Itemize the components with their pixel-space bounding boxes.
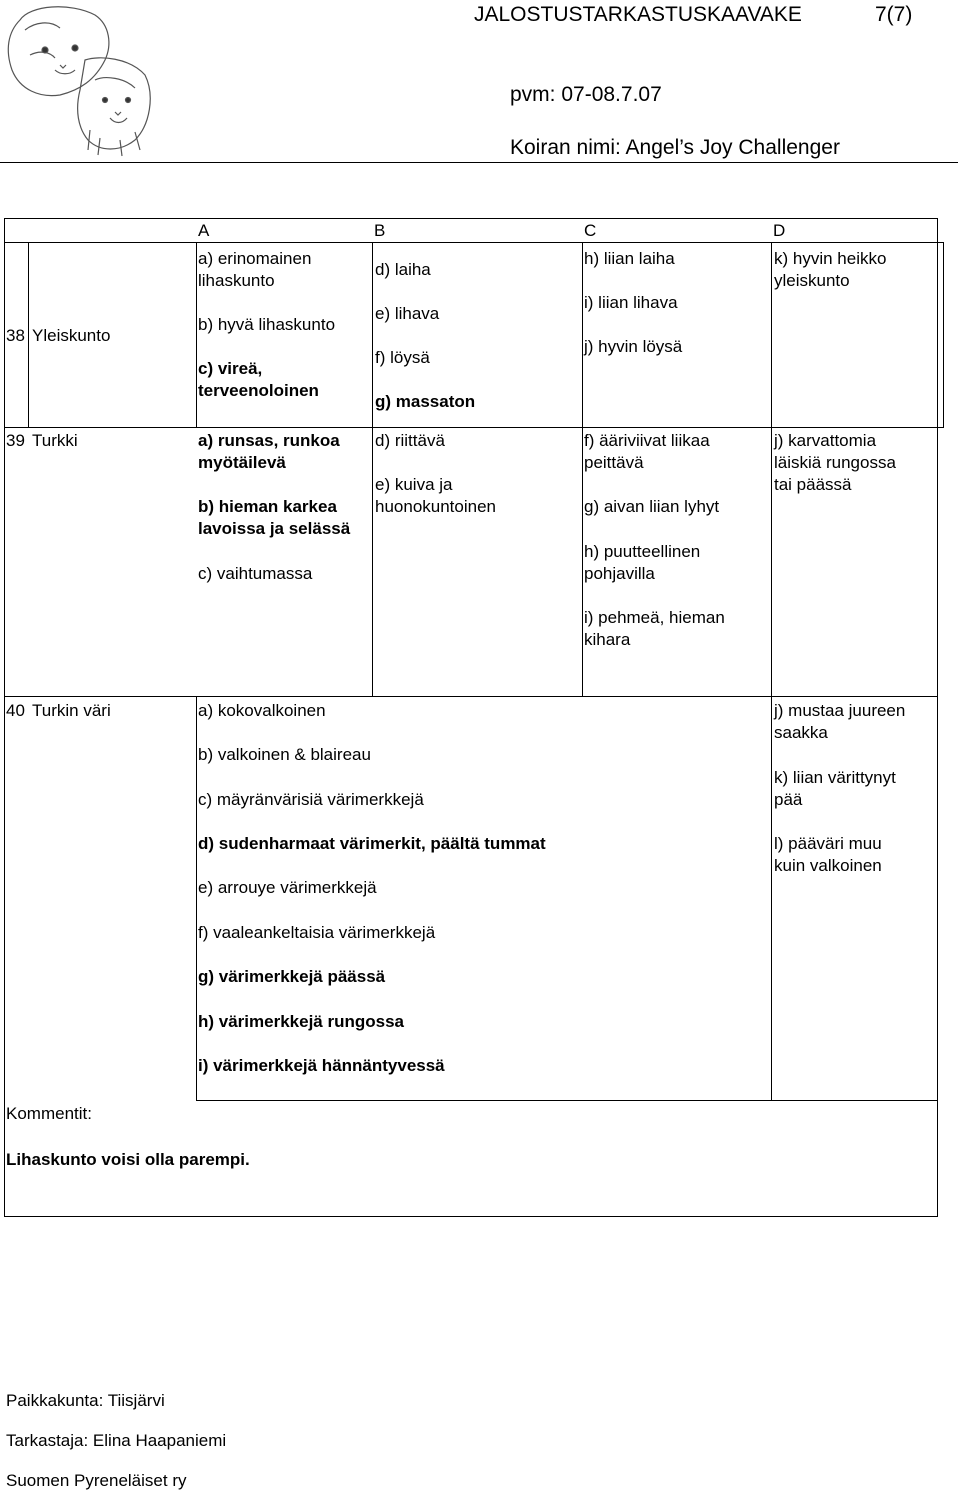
table-right-border bbox=[937, 218, 938, 1217]
row38-right-border bbox=[943, 242, 944, 428]
col-c-divider bbox=[582, 242, 583, 697]
row40-d-line4: pää bbox=[774, 790, 803, 809]
row39-d-line3: tai päässä bbox=[774, 475, 852, 494]
row40-a-line5: e) arrouye värimerkkejä bbox=[198, 878, 377, 897]
row38-number: 38 bbox=[6, 326, 25, 345]
dogs-logo-image bbox=[0, 0, 160, 160]
table-top-border bbox=[4, 218, 938, 219]
row39-number: 39 bbox=[6, 431, 25, 450]
row38-b-line4: g) massaton bbox=[375, 392, 476, 411]
column-header-c: C bbox=[584, 221, 597, 240]
row38-num-divider bbox=[28, 242, 29, 428]
col-d-divider bbox=[771, 242, 772, 1101]
row39-a-line5: c) vaihtumassa bbox=[198, 564, 313, 583]
row40-label: Turkin väri bbox=[32, 701, 111, 720]
table-left-border bbox=[4, 218, 5, 1217]
row39-bottom-border bbox=[4, 696, 938, 697]
row39-c-line4: h) puutteellinen bbox=[584, 542, 701, 561]
row38-a-line3: b) hyvä lihaskunto bbox=[198, 315, 336, 334]
row40-a-line7: g) värimerkkejä päässä bbox=[198, 967, 386, 986]
comments-label: Kommentit: bbox=[6, 1104, 92, 1123]
col-b-divider bbox=[372, 242, 373, 697]
row39-c-line2: peittävä bbox=[584, 453, 644, 472]
row40-a-line3: c) mäyränvärisiä värimerkkejä bbox=[198, 790, 424, 809]
row38-b-line3: f) löysä bbox=[375, 348, 430, 367]
row39-b-line1: d) riittävä bbox=[375, 431, 445, 450]
row39-b-line3: huonokuntoinen bbox=[375, 497, 497, 516]
row39-d-line1: j) karvattomia bbox=[774, 431, 877, 450]
row40-bottom-border bbox=[196, 1100, 938, 1101]
row40-col-a-divider bbox=[196, 696, 197, 1101]
row40-a-line2: b) valkoinen & blaireau bbox=[198, 745, 371, 764]
row39-a-line1: a) runsas, runkoa bbox=[198, 431, 340, 450]
row39-b-line2: e) kuiva ja bbox=[375, 475, 453, 494]
row38-bottom-border bbox=[4, 427, 944, 428]
row38-col-a-divider bbox=[196, 242, 197, 428]
column-header-b: B bbox=[374, 221, 386, 240]
row38-label: Yleiskunto bbox=[32, 326, 111, 345]
row38-b-line2: e) lihava bbox=[375, 304, 440, 323]
row40-a-line8: h) värimerkkejä rungossa bbox=[198, 1012, 404, 1031]
column-header-d: D bbox=[773, 221, 786, 240]
row40-number: 40 bbox=[6, 701, 25, 720]
row40-d-line2: saakka bbox=[774, 723, 828, 742]
row38-c-line3: j) hyvin löysä bbox=[584, 337, 683, 356]
comments-text: Lihaskunto voisi olla parempi. bbox=[6, 1150, 250, 1169]
row39-a-line3: b) hieman karkea bbox=[198, 497, 337, 516]
header-row-border bbox=[4, 242, 944, 243]
row39-c-line6: i) pehmeä, hieman bbox=[584, 608, 725, 627]
row39-label: Turkki bbox=[32, 431, 78, 450]
row38-c-line1: h) liian laiha bbox=[584, 249, 675, 268]
table-bottom-border bbox=[4, 1216, 938, 1217]
row38-b-line1: d) laiha bbox=[375, 260, 431, 279]
row38-a-line2: lihaskunto bbox=[198, 271, 275, 290]
footer-club: Suomen Pyreneläiset ry bbox=[6, 1471, 187, 1490]
row39-a-line2: myötäilevä bbox=[198, 453, 286, 472]
row40-a-line4: d) sudenharmaat värimerkit, päältä tummat bbox=[198, 834, 546, 853]
row38-c-line2: i) liian lihava bbox=[584, 293, 678, 312]
row40-a-line1: a) kokovalkoinen bbox=[198, 701, 326, 720]
header-rule bbox=[0, 162, 958, 163]
row40-d-line5: l) pääväri muu bbox=[774, 834, 882, 853]
row38-a-line5: terveenoloinen bbox=[198, 381, 319, 400]
row40-a-line9: i) värimerkkejä hännäntyvessä bbox=[198, 1056, 445, 1075]
inspection-date: pvm: 07-08.7.07 bbox=[510, 83, 662, 106]
row39-d-line2: läiskiä rungossa bbox=[774, 453, 896, 472]
row39-c-line7: kihara bbox=[584, 630, 631, 649]
column-header-a: A bbox=[198, 221, 210, 240]
row39-a-line4: lavoissa ja selässä bbox=[198, 519, 351, 538]
row40-a-line6: f) vaaleankeltaisia värimerkkejä bbox=[198, 923, 436, 942]
row40-d-line1: j) mustaa juureen bbox=[774, 701, 906, 720]
row40-d-line6: kuin valkoinen bbox=[774, 856, 882, 875]
row38-a-line1: a) erinomainen bbox=[198, 249, 312, 268]
dog-name: Koiran nimi: Angel’s Joy Challenger bbox=[510, 136, 840, 159]
row39-c-line5: pohjavilla bbox=[584, 564, 655, 583]
page-number: 7(7) bbox=[875, 3, 913, 26]
row38-a-line4: c) vireä, bbox=[198, 359, 263, 378]
row40-d-line3: k) liian värittynyt bbox=[774, 768, 896, 787]
row38-d-line1: k) hyvin heikko bbox=[774, 249, 887, 268]
row39-c-line3: g) aivan liian lyhyt bbox=[584, 497, 720, 516]
row38-d-line2: yleiskunto bbox=[774, 271, 850, 290]
row39-c-line1: f) ääriviivat liikaa bbox=[584, 431, 710, 450]
footer-place: Paikkakunta: Tiisjärvi bbox=[6, 1391, 165, 1410]
form-title: JALOSTUSTARKASTUSKAAVAKE bbox=[474, 3, 802, 26]
footer-inspector: Tarkastaja: Elina Haapaniemi bbox=[6, 1431, 227, 1450]
